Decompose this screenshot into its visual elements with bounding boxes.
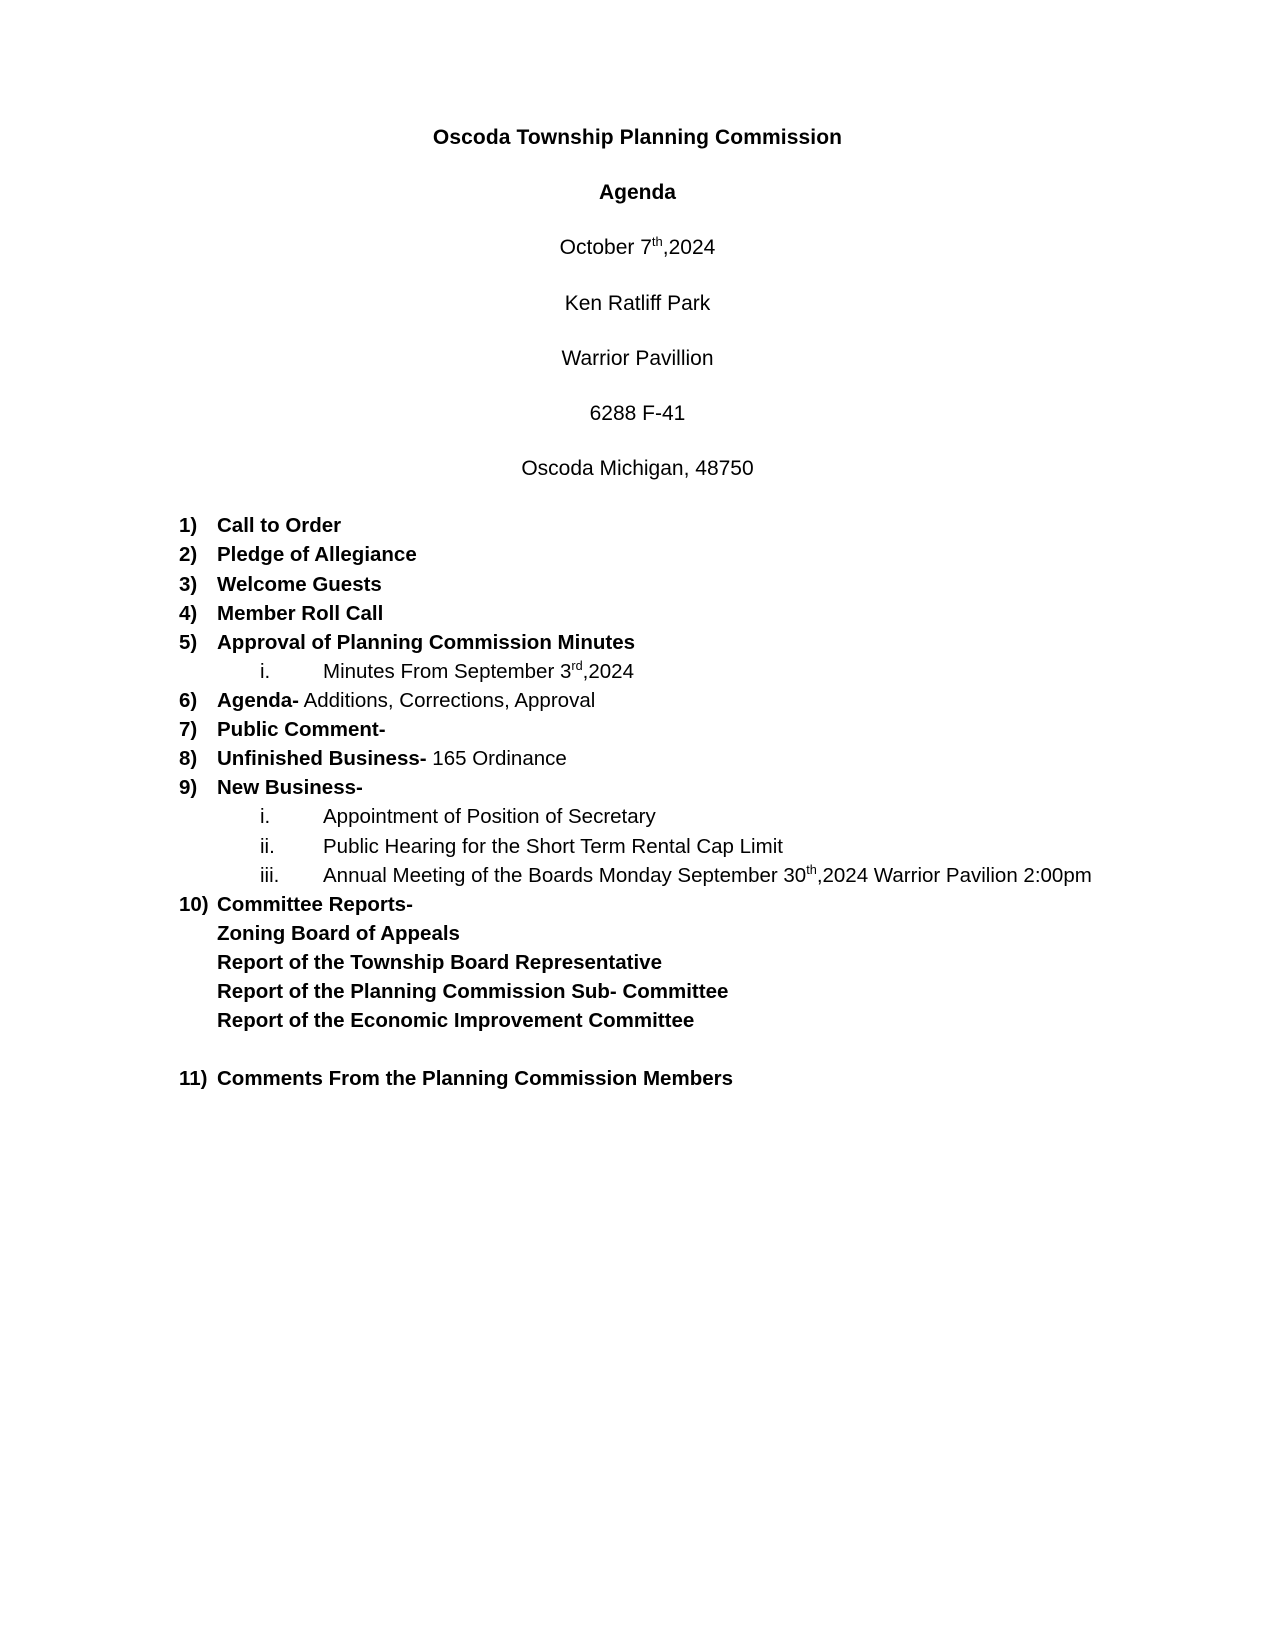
- agenda-item-unfinished-business: [179, 744, 1160, 773]
- venue-city-state-zip: Oscoda Michigan, 48750: [521, 457, 754, 481]
- agenda-sublist-minutes: [217, 657, 1160, 686]
- agenda-item-label: Welcome Guests: [217, 572, 382, 596]
- committee-report-line: Report of the Planning Commission Sub- Committee: [217, 980, 729, 1004]
- agenda-subitem-text-prefix: Minutes From September 3: [323, 659, 572, 683]
- agenda-item-label: Comments From the Planning Commission Members: [217, 1067, 733, 1091]
- meeting-date-ordinal: th: [651, 234, 663, 250]
- agenda-list: [115, 511, 1160, 1035]
- agenda-item-committee-reports: [179, 890, 1160, 1036]
- agenda-item-number: 2): [179, 543, 198, 567]
- agenda-item-label: Agenda-: [217, 688, 299, 712]
- committee-report-line: Report of the Economic Improvement Committee: [217, 1009, 695, 1033]
- committee-report-line: Report of the Township Board Representative: [217, 950, 662, 974]
- agenda-item-label: Committee Reports-: [217, 892, 413, 916]
- agenda-item-label: New Business-: [217, 776, 363, 800]
- agenda-item-detail: 165 Ordinance: [426, 747, 567, 771]
- agenda-item-label: Unfinished Business-: [217, 747, 427, 771]
- agenda-subitem-text: Public Hearing for the Short Term Rental Cap Limit: [323, 834, 783, 858]
- agenda-subitem-text-suffix: ,2024: [582, 659, 634, 683]
- agenda-item-label: Call to Order: [217, 514, 342, 538]
- committee-report-lines: [217, 919, 1160, 1035]
- agenda-item-agenda-approval: [179, 686, 1160, 715]
- agenda-item-new-business: [179, 773, 1160, 889]
- agenda-item-number: 9): [179, 776, 198, 800]
- agenda-item-number: 6): [179, 688, 198, 712]
- agenda-subitem-number: ii.: [260, 834, 275, 858]
- meeting-date-prefix: October 7: [559, 236, 652, 260]
- agenda-subitem-text-suffix: ,2024 Warrior Pavilion 2:00pm: [816, 863, 1092, 887]
- agenda-item-member-roll-call: [179, 599, 1160, 628]
- agenda-item-detail: Additions, Corrections, Approval: [299, 688, 596, 712]
- section-spacer: [115, 1035, 1160, 1064]
- venue-park: Ken Ratliff Park: [564, 291, 711, 315]
- agenda-item-welcome-guests: [179, 570, 1160, 599]
- meeting-date: [115, 235, 1160, 260]
- agenda-item-number: 11): [179, 1067, 208, 1091]
- agenda-subitem-minutes-september: [217, 657, 1160, 686]
- agenda-item-commission-comments: [179, 1064, 1160, 1093]
- agenda-item-call-to-order: [179, 511, 1160, 540]
- agenda-item-public-comment: [179, 715, 1160, 744]
- agenda-item-label: Public Comment-: [217, 718, 386, 742]
- agenda-subitem-annual-meeting: [217, 861, 1160, 890]
- agenda-subitem-text-prefix: Annual Meeting of the Boards Monday September 30: [323, 863, 807, 887]
- agenda-list-continued: [115, 1064, 1160, 1093]
- agenda-item-label: Member Roll Call: [217, 601, 384, 625]
- document-subtitle: Agenda: [598, 181, 676, 205]
- agenda-item-number: 8): [179, 747, 198, 771]
- agenda-item-number: 7): [179, 718, 198, 742]
- page-title: Oscoda Township Planning Commission: [432, 126, 843, 149]
- agenda-item-label: Approval of Planning Commission Minutes: [217, 630, 635, 654]
- agenda-subitem-number: i.: [260, 659, 271, 683]
- agenda-item-number: 4): [179, 601, 198, 625]
- agenda-item-pledge-of-allegiance: [179, 540, 1160, 569]
- agenda-subitem-number: i.: [260, 805, 271, 829]
- agenda-subitem-text: Appointment of Position of Secretary: [323, 805, 656, 829]
- agenda-subitem-ordinal: rd: [571, 658, 583, 674]
- agenda-item-number: 3): [179, 572, 198, 596]
- venue-street-address: 6288 F-41: [589, 401, 686, 425]
- agenda-item-number: 10): [179, 892, 209, 916]
- agenda-item-label: Pledge of Allegiance: [217, 543, 417, 567]
- agenda-subitem-public-hearing: [217, 832, 1160, 861]
- meeting-date-suffix: ,2024: [662, 236, 716, 260]
- committee-report-line: Zoning Board of Appeals: [217, 921, 460, 945]
- agenda-sublist-new-business: [217, 802, 1160, 889]
- agenda-item-approval-of-minutes: [179, 628, 1160, 686]
- agenda-subitem-secretary-appointment: [217, 802, 1160, 831]
- agenda-item-number: 1): [179, 514, 198, 538]
- agenda-item-number: 5): [179, 630, 198, 654]
- agenda-subitem-number: iii.: [260, 863, 280, 887]
- venue-building: Warrior Pavillion: [561, 346, 714, 370]
- agenda-subitem-ordinal: th: [806, 861, 817, 877]
